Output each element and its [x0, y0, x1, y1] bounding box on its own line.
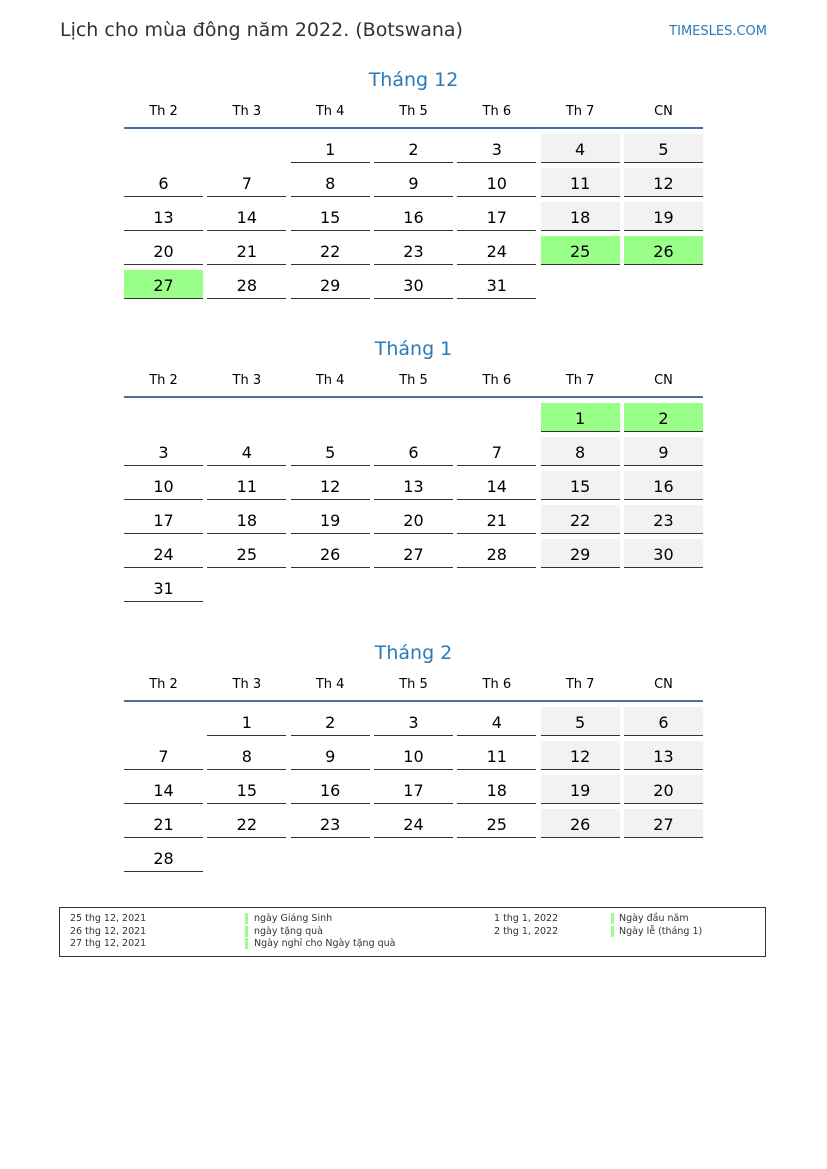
day-cell[interactable]: 12	[291, 471, 370, 500]
day-cell[interactable]: 19	[291, 505, 370, 534]
day-cell[interactable]: 9	[291, 741, 370, 770]
page-title: Lịch cho mùa đông năm 2022. (Botswana)	[60, 19, 463, 41]
day-cell[interactable]: 21	[457, 505, 536, 534]
day-cell[interactable]: 31	[457, 270, 536, 299]
legend-date: 26 thg 12, 2021	[70, 926, 147, 937]
day-cell[interactable]: 14	[207, 202, 286, 231]
empty-cell	[457, 403, 536, 432]
day-cell[interactable]: 25	[207, 539, 286, 568]
legend-holiday-name: Ngày nghỉ cho Ngày tặng quà	[254, 938, 396, 949]
day-cell[interactable]: 14	[124, 775, 203, 804]
weekday-label: Th 4	[315, 677, 345, 692]
empty-cell	[457, 843, 536, 872]
day-cell[interactable]: 3	[457, 134, 536, 163]
day-cell[interactable]: 15	[291, 202, 370, 231]
day-cell[interactable]: 17	[124, 505, 203, 534]
empty-cell	[374, 573, 453, 602]
day-cell[interactable]: 19	[624, 202, 703, 231]
weekday-label: Th 5	[399, 373, 428, 388]
empty-cell	[207, 403, 286, 432]
day-cell[interactable]: 6	[374, 437, 453, 466]
day-cell[interactable]: 6	[124, 168, 203, 197]
day-cell[interactable]: 25	[541, 236, 620, 265]
empty-cell	[124, 707, 203, 736]
day-cell[interactable]: 5	[291, 437, 370, 466]
day-cell[interactable]: 20	[374, 505, 453, 534]
empty-cell	[207, 573, 286, 602]
empty-cell	[124, 134, 203, 163]
day-cell[interactable]: 24	[124, 539, 203, 568]
day-cell[interactable]: 18	[207, 505, 286, 534]
weekday-label: Th 7	[565, 373, 595, 388]
day-cell[interactable]: 27	[124, 270, 203, 299]
day-cell[interactable]: 16	[374, 202, 453, 231]
empty-cell	[457, 573, 536, 602]
day-cell[interactable]: 30	[374, 270, 453, 299]
day-cell[interactable]: 9	[374, 168, 453, 197]
day-cell[interactable]: 3	[374, 707, 453, 736]
empty-cell	[374, 843, 453, 872]
day-cell[interactable]: 17	[457, 202, 536, 231]
day-cell[interactable]: 7	[124, 741, 203, 770]
empty-cell	[291, 573, 370, 602]
day-cell[interactable]: 31	[124, 573, 203, 602]
day-cell[interactable]: 7	[457, 437, 536, 466]
day-cell[interactable]: 22	[291, 236, 370, 265]
day-cell[interactable]: 5	[541, 707, 620, 736]
day-cell[interactable]: 13	[624, 741, 703, 770]
day-cell[interactable]: 11	[541, 168, 620, 197]
day-cell[interactable]: 29	[541, 539, 620, 568]
day-cell[interactable]: 21	[124, 809, 203, 838]
empty-cell	[541, 573, 620, 602]
legend-date: 1 thg 1, 2022	[494, 913, 559, 924]
weekday-header	[124, 373, 703, 396]
weekday-label: Th 6	[482, 677, 512, 692]
month-title: Tháng 2	[374, 642, 453, 664]
day-cell[interactable]: 29	[291, 270, 370, 299]
header-divider	[124, 127, 703, 129]
day-cell[interactable]: 2	[624, 403, 703, 432]
day-cell[interactable]: 27	[374, 539, 453, 568]
day-cell[interactable]: 18	[541, 202, 620, 231]
day-cell[interactable]: 21	[207, 236, 286, 265]
day-cell[interactable]: 8	[291, 168, 370, 197]
day-cell[interactable]: 1	[541, 403, 620, 432]
empty-cell	[624, 843, 703, 872]
weekday-label: Th 2	[149, 677, 178, 692]
day-cell[interactable]: 25	[457, 809, 536, 838]
legend-holiday-name: ngày Giáng Sinh	[254, 913, 333, 924]
day-cell[interactable]: 10	[457, 168, 536, 197]
day-cell[interactable]: 4	[207, 437, 286, 466]
empty-cell	[374, 403, 453, 432]
day-cell[interactable]: 17	[374, 775, 453, 804]
weekday-label: Th 4	[315, 104, 345, 119]
weekday-label: Th 5	[399, 104, 428, 119]
day-cell[interactable]: 28	[457, 539, 536, 568]
weekday-label: Th 4	[315, 373, 345, 388]
legend-holiday-name: ngày tặng quà	[254, 926, 324, 937]
empty-cell	[624, 573, 703, 602]
empty-cell	[624, 270, 703, 299]
day-cell[interactable]: 4	[541, 134, 620, 163]
header-divider	[124, 396, 703, 398]
day-cell[interactable]: 24	[374, 809, 453, 838]
weekday-label: Th 2	[149, 373, 178, 388]
day-cell[interactable]: 1	[207, 707, 286, 736]
day-cell[interactable]: 15	[541, 471, 620, 500]
day-cell[interactable]: 10	[124, 471, 203, 500]
day-cell[interactable]: 11	[207, 471, 286, 500]
day-cell[interactable]: 22	[541, 505, 620, 534]
day-cell[interactable]: 6	[624, 707, 703, 736]
day-cell[interactable]: 28	[124, 843, 203, 872]
day-cell[interactable]: 3	[124, 437, 203, 466]
day-cell[interactable]: 19	[541, 775, 620, 804]
month-title: Tháng 1	[374, 338, 453, 360]
weekday-label: Th 3	[232, 373, 262, 388]
empty-cell	[291, 403, 370, 432]
day-cell[interactable]: 13	[124, 202, 203, 231]
weekday-label: Th 6	[482, 373, 512, 388]
day-cell[interactable]: 18	[457, 775, 536, 804]
day-cell[interactable]: 20	[124, 236, 203, 265]
day-cell[interactable]: 13	[374, 471, 453, 500]
day-cell[interactable]: 23	[291, 809, 370, 838]
legend-holiday-name: Ngày đầu năm	[619, 913, 689, 924]
weekday-label: CN	[654, 104, 673, 119]
legend-color-marker	[245, 938, 248, 949]
month-title: Tháng 12	[368, 69, 459, 91]
weekday-header	[124, 104, 703, 127]
day-cell[interactable]: 4	[457, 707, 536, 736]
day-cell[interactable]: 9	[624, 437, 703, 466]
day-cell[interactable]: 26	[624, 236, 703, 265]
legend-color-marker	[245, 926, 248, 937]
weekday-label: Th 3	[232, 104, 262, 119]
day-cell[interactable]: 8	[541, 437, 620, 466]
empty-cell	[207, 843, 286, 872]
day-cell[interactable]: 26	[541, 809, 620, 838]
day-grid	[124, 403, 703, 602]
day-cell[interactable]: 16	[624, 471, 703, 500]
header-divider	[124, 700, 703, 702]
day-cell[interactable]: 8	[207, 741, 286, 770]
day-grid	[124, 707, 703, 872]
holiday-legend	[59, 907, 766, 957]
legend-date: 25 thg 12, 2021	[70, 913, 147, 924]
day-cell[interactable]: 1	[291, 134, 370, 163]
legend-date: 27 thg 12, 2021	[70, 938, 147, 949]
weekday-label: CN	[654, 677, 673, 692]
legend-color-marker	[611, 913, 614, 924]
site-link[interactable]: TIMESLES.COM	[669, 24, 767, 39]
day-cell[interactable]: 27	[624, 809, 703, 838]
weekday-label: Th 6	[482, 104, 512, 119]
weekday-label: Th 3	[232, 677, 262, 692]
day-cell[interactable]: 5	[624, 134, 703, 163]
day-cell[interactable]: 26	[291, 539, 370, 568]
weekday-label: CN	[654, 373, 673, 388]
day-cell[interactable]: 30	[624, 539, 703, 568]
empty-cell	[541, 270, 620, 299]
empty-cell	[207, 134, 286, 163]
month-calendar	[124, 337, 703, 602]
day-cell[interactable]: 28	[207, 270, 286, 299]
legend-color-marker	[245, 913, 248, 924]
legend-holiday-name: Ngày lễ (tháng 1)	[619, 926, 703, 937]
weekday-label: Th 2	[149, 104, 178, 119]
legend-color-marker	[611, 926, 614, 937]
empty-cell	[291, 843, 370, 872]
empty-cell	[124, 403, 203, 432]
weekday-header	[124, 677, 703, 700]
day-cell[interactable]: 11	[457, 741, 536, 770]
month-calendar	[124, 68, 703, 299]
day-cell[interactable]: 7	[207, 168, 286, 197]
day-grid	[124, 134, 703, 299]
empty-cell	[541, 843, 620, 872]
day-cell[interactable]: 12	[541, 741, 620, 770]
weekday-label: Th 7	[565, 104, 595, 119]
day-cell[interactable]: 12	[624, 168, 703, 197]
day-cell[interactable]: 2	[291, 707, 370, 736]
legend-date: 2 thg 1, 2022	[494, 926, 559, 937]
day-cell[interactable]: 23	[624, 505, 703, 534]
day-cell[interactable]: 22	[207, 809, 286, 838]
month-calendar	[124, 641, 703, 872]
day-cell[interactable]: 20	[624, 775, 703, 804]
day-cell[interactable]: 16	[291, 775, 370, 804]
day-cell[interactable]: 2	[374, 134, 453, 163]
weekday-label: Th 7	[565, 677, 595, 692]
day-cell[interactable]: 10	[374, 741, 453, 770]
day-cell[interactable]: 24	[457, 236, 536, 265]
weekday-label: Th 5	[399, 677, 428, 692]
day-cell[interactable]: 23	[374, 236, 453, 265]
day-cell[interactable]: 15	[207, 775, 286, 804]
day-cell[interactable]: 14	[457, 471, 536, 500]
